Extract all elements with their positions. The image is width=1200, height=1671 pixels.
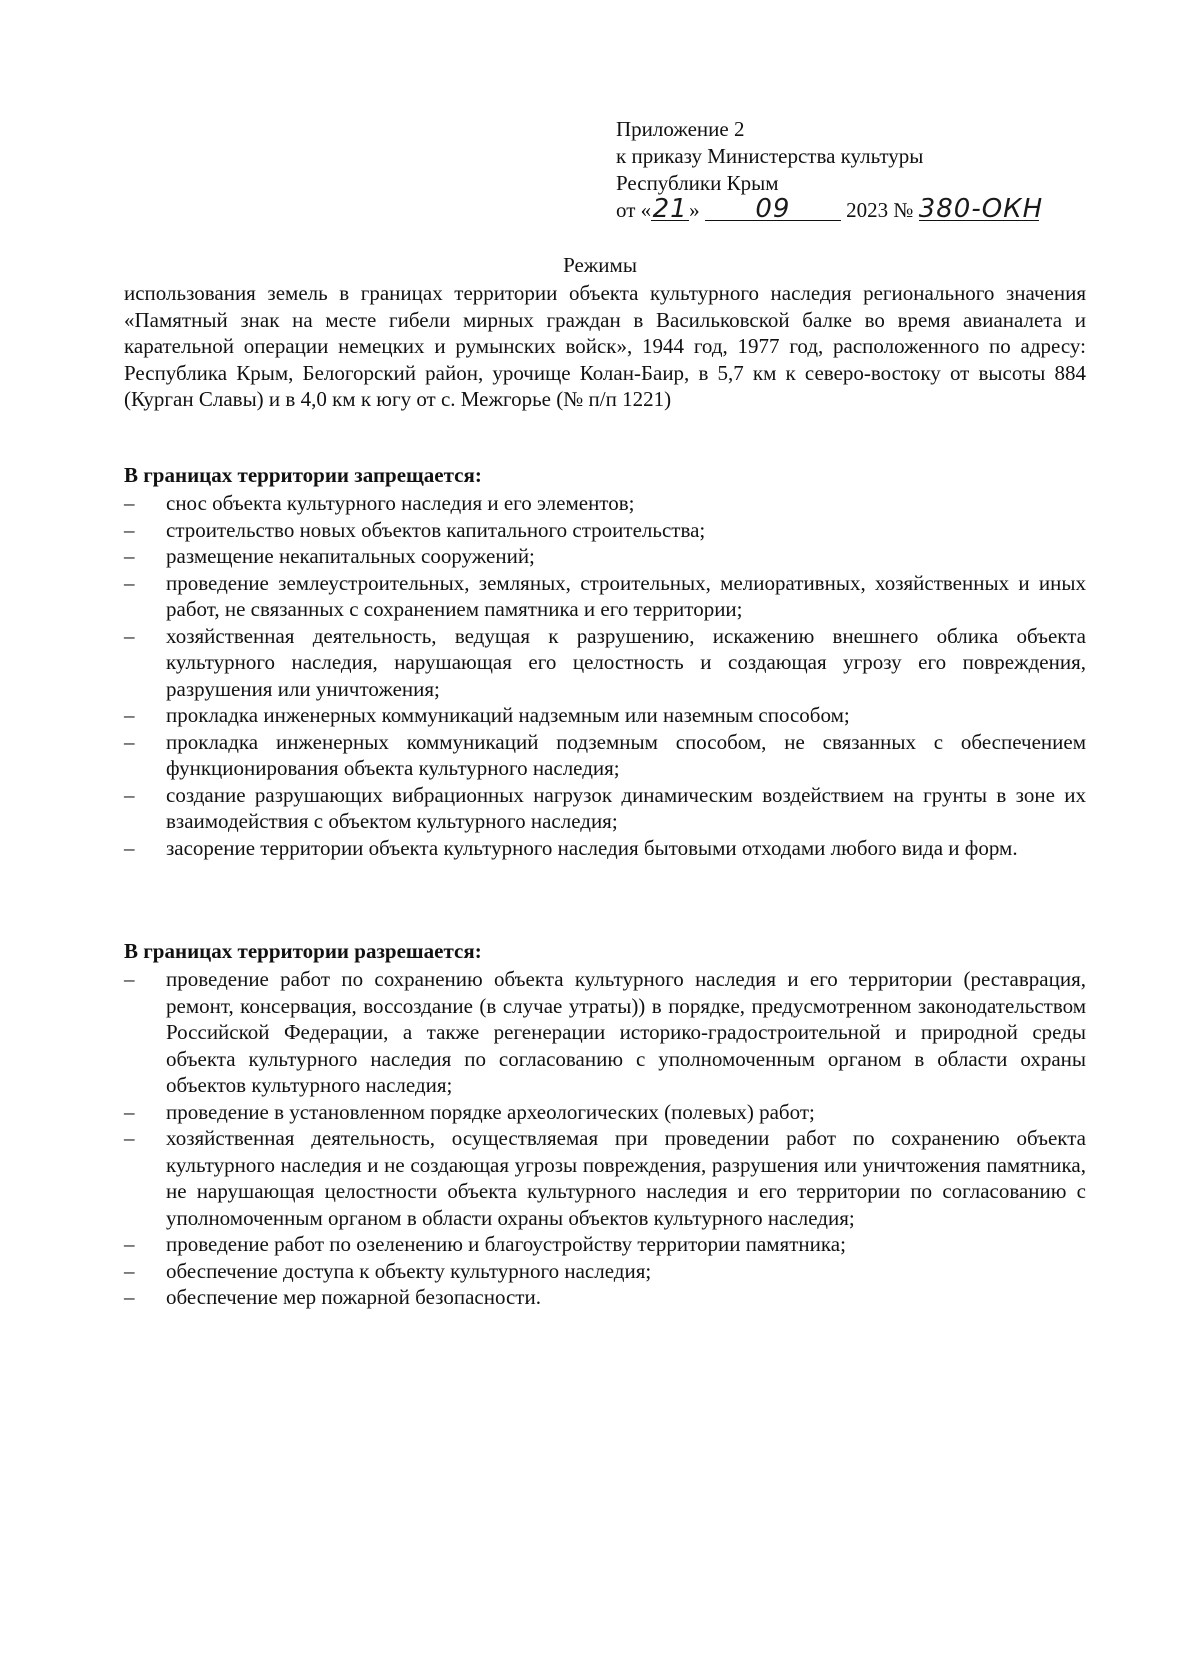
document-title: Режимы <box>563 253 637 277</box>
list-item: – прокладка инженерных коммуникаций надземным или наземным способом; <box>124 703 850 727</box>
allowed-heading: В границах территории разрешается: <box>124 939 482 963</box>
allowed-section <box>124 938 1086 1311</box>
date-year: 2023 № <box>846 198 914 222</box>
approval-date-line <box>616 194 1044 224</box>
list-item: – прокладка инженерных коммуникаций подземным способом, не связанных с обеспечением функционирования объекта культурного наследия; <box>124 729 1086 780</box>
date-mid: » <box>689 198 700 222</box>
list-item: – обеспечение мер пожарной безопасности. <box>124 1285 541 1309</box>
list-item: – создание разрушающих вибрационных нагрузок динамическим воздействием на грунты в зоне их взаимодействия с объектом культурного наследия; <box>124 782 1086 833</box>
allowed-list <box>124 966 1086 1311</box>
list-item: – строительство новых объектов капитального строительства; <box>124 517 706 542</box>
list-item: – проведение работ по озеленению и благоустройству территории памятника; <box>124 1232 846 1256</box>
prohibited-list <box>124 490 1086 861</box>
list-item: – проведение работ по сохранению объекта культурного наследия и его территории (реставрация, ремонт, консервация, воссоздание (в случае утраты)) в порядке, предусмотренном законодательством Российской Федерации, а также регенерации историко-градостроительной и природной среды объекта культурного наследия по согласованию с уполномоченным органом в области охраны объектов культурного наследия; <box>124 967 1086 1097</box>
order-number-handwritten: 380-ОКН <box>918 194 1044 224</box>
list-item: – проведение землеустроительных, земляных, строительных, мелиоративных, хозяйственных и иных работ, не связанных с сохранением памятника и его территории; <box>124 570 1086 621</box>
prohibited-section <box>124 462 1086 861</box>
list-item: – хозяйственная деятельность, осуществляемая при проведении работ по сохранению объекта культурного наследия и не создающая угрозы повреждения, разрушения или уничтожения памятника, не нарушающая целостности объекта культурного наследия и его территории по согласованию с уполномоченным органом в области охраны объектов культурного наследия; <box>124 1126 1086 1230</box>
list-item: – проведение в установленном порядке археологических (полевых) работ; <box>124 1099 815 1124</box>
prohibited-heading: В границах территории запрещается: <box>124 463 482 487</box>
approval-line-1: Приложение 2 <box>616 117 745 141</box>
date-prefix: от « <box>616 198 652 222</box>
date-day-handwritten: 21 <box>652 194 688 224</box>
list-item: – засорение территории объекта культурного наследия бытовыми отходами любого вида и форм. <box>124 835 1018 860</box>
list-item: – обеспечение доступа к объекту культурного наследия; <box>124 1258 652 1283</box>
approval-block <box>616 116 1044 224</box>
list-item: – хозяйственная деятельность, ведущая к разрушению, искажению внешнего облика объекта культурного наследия, нарушающая его целостность и создающая угрозу его повреждения, разрушения или уничтожения; <box>124 623 1086 701</box>
date-month-handwritten: 09 <box>705 198 841 221</box>
list-item: – снос объекта культурного наследия и его элементов; <box>124 491 635 515</box>
list-item: – размещение некапитальных сооружений; <box>124 544 535 568</box>
approval-line-2: к приказу Министерства культуры <box>616 144 924 168</box>
approval-line-3: Республики Крым <box>616 171 779 195</box>
document-intro: использования земель в границах территории объекта культурного наследия регионального значения «Памятный знак на месте гибели мирных граждан в Васильковской балке во время авианалета и карательной операции немецких и румынских войск», 1944 год, 1977 год, расположенного по адресу: Республика Крым, Белогорский район, урочище Колан-Баир, в 5,7 км к северо-востоку от высоты 884 (Курган Славы) и в 4,0 км к югу от с. Межгорье (№ п/п 1221) <box>124 281 1086 411</box>
